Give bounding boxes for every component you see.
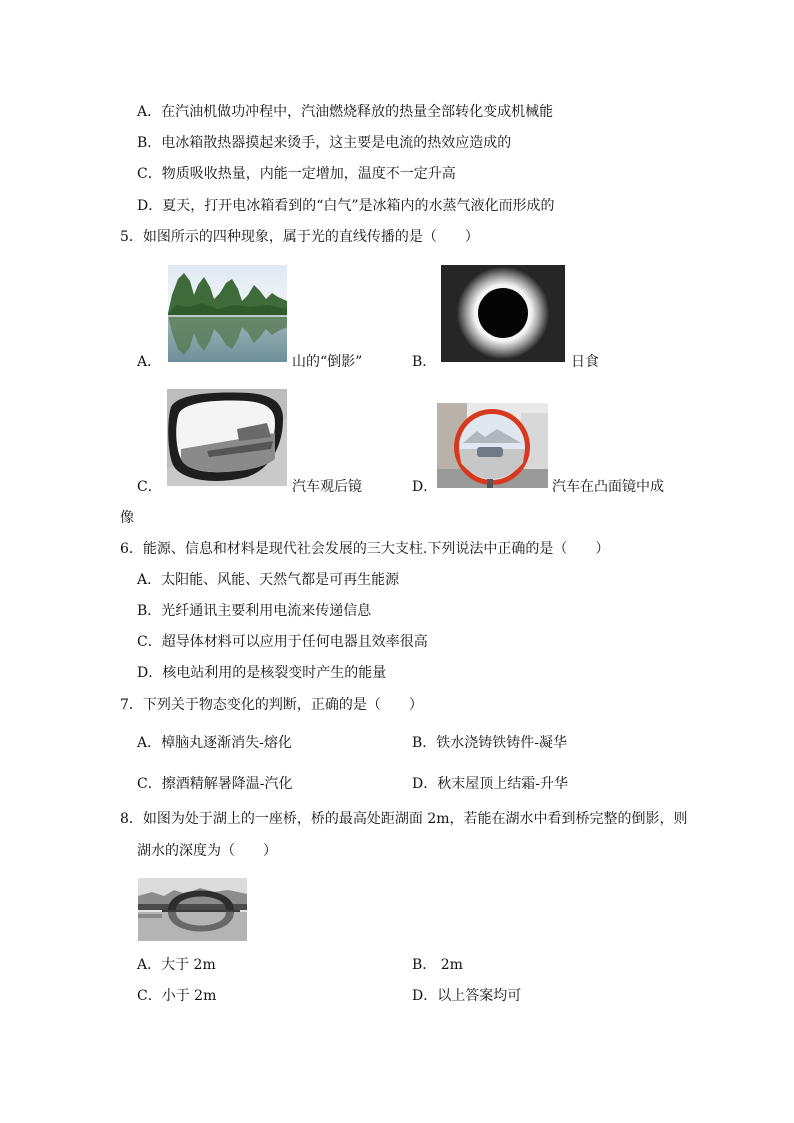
q8-stem-line1: 8．如图为处于湖上的一座桥，桥的最高处距湖面 2m，若能在湖水中看到桥完整的倒影，则: [120, 811, 688, 827]
q5-option-c-caption: 汽车观后镜: [292, 479, 362, 495]
q7-option-b: B．铁水浇铸铁铸件-凝华: [412, 735, 568, 751]
q7-option-a: A．樟脑丸逐渐消失-熔化: [137, 735, 292, 751]
rearview-mirror-image: [167, 389, 287, 486]
q6-stem: 6．能源、信息和材料是现代社会发展的三大支柱.下列说法中正确的是（ ）: [120, 541, 610, 557]
q5-option-d-label: D．: [412, 479, 438, 495]
q5-option-a-caption: 山的“倒影”: [292, 354, 363, 370]
q8-option-d: D．以上答案均可: [412, 988, 522, 1004]
q6-option-b: B．光纤通讯主要利用电流来传递信息: [137, 603, 372, 619]
q8-option-c: C．小于 2m: [137, 988, 217, 1004]
mountain-reflection-image: [168, 265, 287, 362]
q5-option-b-label: B．: [412, 354, 437, 370]
convex-mirror-image: [437, 403, 548, 488]
q7-option-c: C．擦酒精解暑降温-汽化: [137, 776, 293, 792]
q4-option-c: C．物质吸收热量，内能一定增加，温度不一定升高: [137, 166, 456, 182]
q8-option-b: B． 2m: [412, 957, 463, 973]
solar-eclipse-image: [441, 265, 565, 362]
q4-option-b: B．电冰箱散热器摸起来烫手，这主要是电流的热效应造成的: [137, 135, 512, 151]
q8-stem-line2: 湖水的深度为（ ）: [137, 843, 277, 859]
q4-option-d: D．夏天，打开电冰箱看到的“白气”是冰箱内的水蒸气液化而形成的: [137, 198, 555, 214]
q5-option-d-caption: 汽车在凸面镜中成: [552, 479, 664, 495]
q7-option-d: D．秋末屋顶上结霜-升华: [412, 776, 568, 792]
bridge-image: [138, 878, 247, 941]
q4-option-a: A．在汽油机做功冲程中，汽油燃烧释放的热量全部转化变成机械能: [137, 104, 554, 120]
q8-option-a: A．大于 2m: [137, 957, 216, 973]
q6-option-d: D．核电站利用的是核裂变时产生的能量: [137, 665, 387, 681]
q5-option-c-label: C．: [137, 479, 162, 495]
q5-option-a-label: A．: [137, 354, 162, 370]
q5-option-d-caption-wrap: 像: [120, 510, 134, 526]
q5-stem: 5．如图所示的四种现象，属于光的直线传播的是（ ）: [120, 229, 479, 245]
q6-option-a: A．太阳能、风能、天然气都是可再生能源: [137, 572, 400, 588]
q6-option-c: C．超导体材料可以应用于任何电器且效率很高: [137, 634, 428, 650]
q5-option-b-caption: 日食: [571, 354, 599, 370]
q7-stem: 7．下列关于物态变化的判断，正确的是（ ）: [120, 697, 423, 713]
